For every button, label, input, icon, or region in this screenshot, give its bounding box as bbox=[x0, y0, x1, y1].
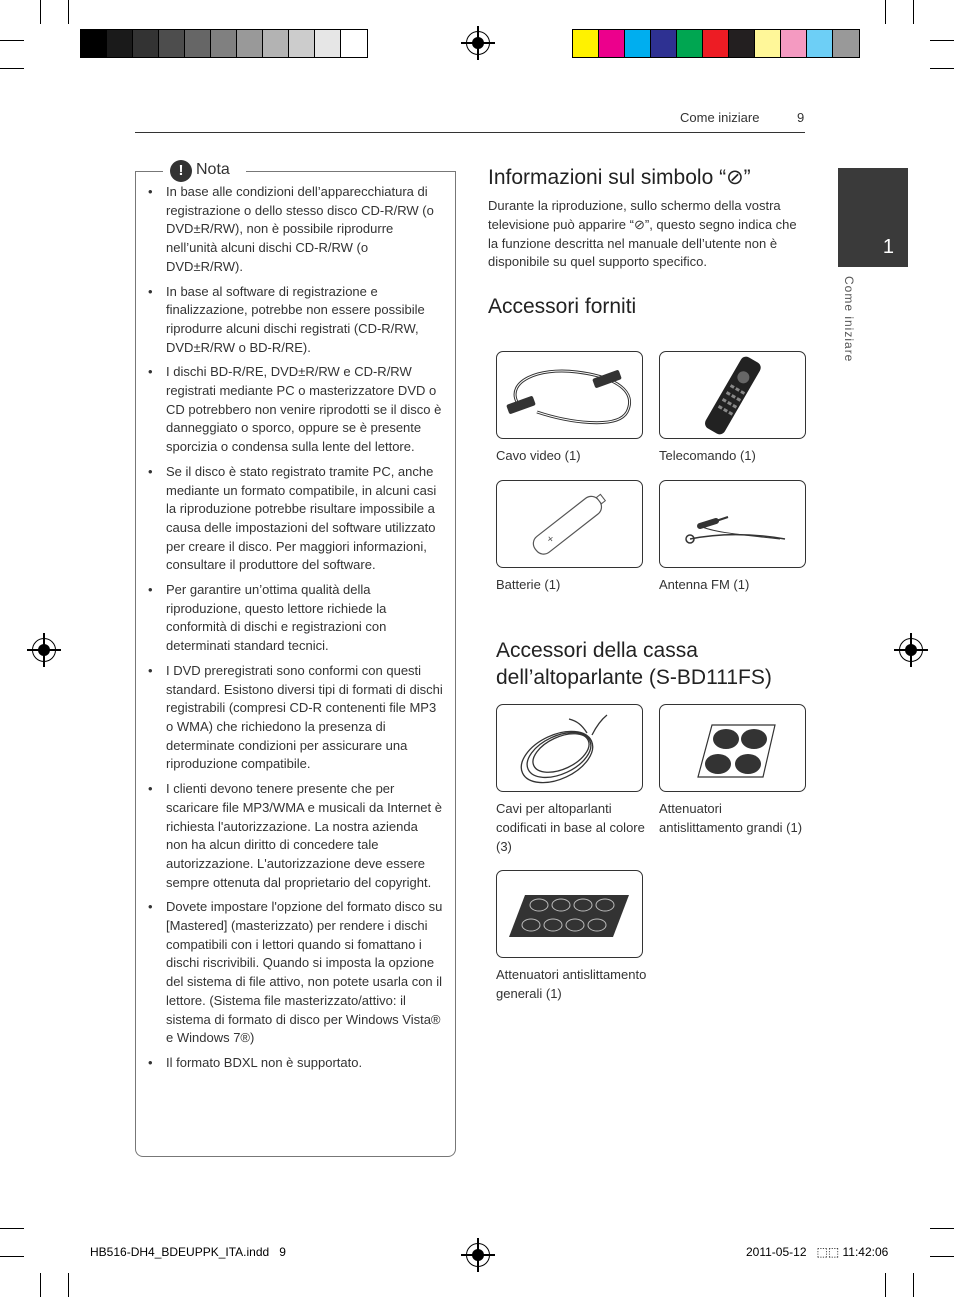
page-number: 9 bbox=[797, 110, 805, 125]
chapter-number: 1 bbox=[882, 236, 894, 258]
battery-icon bbox=[497, 481, 642, 567]
crop-mark bbox=[913, 1273, 914, 1297]
color-swatch bbox=[703, 30, 729, 57]
registration-mark-icon bbox=[466, 1243, 490, 1267]
gray-calibration-bar bbox=[80, 29, 368, 58]
footer-filename: HB516-DH4_BDEUPPK_ITA.indd 9 bbox=[90, 1245, 286, 1259]
caption-batteries: Batterie (1) bbox=[496, 577, 561, 592]
crop-mark bbox=[0, 1256, 24, 1257]
color-swatch bbox=[755, 30, 781, 57]
crop-mark bbox=[930, 40, 954, 41]
large-pads-image bbox=[659, 704, 806, 792]
list-item: • In base al software di registrazione e finalizzazione, potrebbe non essere possibile riprodurre alcuni dischi registrati (CD-R/RW, DVD±R/RW o BD-R/RE). bbox=[148, 283, 443, 358]
list-item: • Se il disco è stato registrato tramite PC, anche mediante un formato compatibile, in alcuni casi la riproduzione potrebbe risultare impossibile a causa delle impostazioni del software utilizzato per creare il disco. Per maggiori informazioni, consultare il produttore del software. bbox=[148, 463, 443, 575]
svg-text:+: + bbox=[544, 532, 558, 547]
color-swatch bbox=[625, 30, 651, 57]
crop-mark bbox=[68, 0, 69, 24]
speaker-cables-image bbox=[496, 704, 643, 792]
gray-swatch bbox=[81, 30, 107, 57]
crop-mark bbox=[0, 1228, 24, 1229]
list-item: • I dischi BD-R/RE, DVD±R/RW e CD-R/RW registrati mediante PC o masterizzatore DVD o CD potrebbero non venire riprodotti se il disco è danneggiato o sporco, oppure se è presente sporcizia o condensa sulla lente del lettore. bbox=[148, 363, 443, 457]
color-calibration-bar bbox=[572, 29, 860, 58]
crop-mark bbox=[885, 1273, 886, 1297]
caption-large-pads: Attenuatori antislittamento grandi (1) bbox=[659, 801, 803, 835]
section-title-accessories: Accessori forniti bbox=[488, 295, 637, 318]
crop-mark bbox=[40, 1273, 41, 1297]
note-border bbox=[246, 171, 455, 172]
caption-fm-antenna: Antenna FM (1) bbox=[659, 577, 750, 592]
list-item: • I clienti devono tenere presente che per scaricare file MP3/WMA e musicali da Internet è richiesta l'autorizzazione. La nostra azienda non ha alcun diritto di concedere tale autorizzazione. L'autorizzazione deve essere sempre ottenuta dal proprietario del copyright. bbox=[148, 780, 443, 892]
list-item: • I DVD preregistrati sono conformi con questi standard. Esistono diversi tipi di formati di dischi registrabili (compresi CD-R contenenti file MP3 o WMA) che richiedono la presenza di determinate condizioni per assicurare una riproduzione compatibile. bbox=[148, 662, 443, 774]
crop-mark bbox=[68, 1273, 69, 1297]
video-cable-icon bbox=[497, 352, 642, 438]
color-swatch bbox=[833, 30, 859, 57]
gray-swatch bbox=[107, 30, 133, 57]
fm-antenna-image bbox=[659, 480, 806, 568]
batteries-image bbox=[496, 480, 643, 568]
exclamation-icon: ! bbox=[170, 160, 192, 182]
chapter-tab bbox=[838, 168, 908, 267]
speaker-cable-icon bbox=[497, 705, 642, 791]
crop-mark bbox=[885, 0, 886, 24]
color-swatch bbox=[651, 30, 677, 57]
caption-video-cable: Cavo video (1) bbox=[496, 448, 581, 463]
video-cable-image bbox=[496, 351, 643, 439]
caption-general-pads: Attenuatori antislittamento generali (1) bbox=[496, 967, 647, 1001]
crop-mark bbox=[930, 1228, 954, 1229]
general-pads-icon bbox=[497, 871, 642, 957]
color-swatch bbox=[729, 30, 755, 57]
list-item: • Il formato BDXL non è supportato. bbox=[148, 1054, 443, 1073]
note-title: Nota bbox=[196, 161, 230, 178]
remote-control-icon bbox=[660, 352, 805, 438]
large-pads-icon bbox=[660, 705, 805, 791]
remote-control-image bbox=[659, 351, 806, 439]
general-pads-image bbox=[496, 870, 643, 958]
color-swatch bbox=[781, 30, 807, 57]
running-header: Come iniziare bbox=[680, 110, 760, 125]
fm-antenna-icon bbox=[660, 481, 805, 567]
section-title-speaker-accessories: Accessori della cassa dell’altoparlante (S-BD111FS) bbox=[496, 639, 772, 689]
footer-datetime: 2011-05-12 ⬚⬚ 11:42:06 bbox=[746, 1245, 889, 1259]
gray-swatch bbox=[263, 30, 289, 57]
crop-mark bbox=[0, 40, 24, 41]
gray-swatch bbox=[159, 30, 185, 57]
color-swatch bbox=[807, 30, 833, 57]
color-swatch bbox=[573, 30, 599, 57]
color-swatch bbox=[677, 30, 703, 57]
color-swatch bbox=[599, 30, 625, 57]
crop-mark bbox=[913, 0, 914, 24]
gray-swatch bbox=[237, 30, 263, 57]
gray-swatch bbox=[211, 30, 237, 57]
crop-mark bbox=[40, 0, 41, 24]
gray-swatch bbox=[289, 30, 315, 57]
crop-mark bbox=[930, 68, 954, 69]
chapter-label: Come iniziare bbox=[842, 276, 856, 363]
registration-mark-icon bbox=[466, 31, 490, 55]
note-list bbox=[148, 183, 443, 1079]
gray-swatch bbox=[133, 30, 159, 57]
symbol-description: Durante la riproduzione, sullo schermo della vostra televisione può apparire “⊘”, questo segno indica che la funzione descritta nel manuale dell’utente non è disponibile su quel supporto specifico. bbox=[488, 198, 797, 270]
gray-swatch bbox=[315, 30, 341, 57]
registration-mark-icon bbox=[32, 638, 56, 662]
header-divider bbox=[135, 132, 805, 133]
note-border bbox=[135, 171, 163, 172]
gray-swatch bbox=[341, 30, 367, 57]
crop-mark bbox=[0, 68, 24, 69]
gray-swatch bbox=[185, 30, 211, 57]
caption-speaker-cables: Cavi per altoparlanti codificati in base al colore (3) bbox=[496, 801, 645, 854]
list-item: • Dovete impostare l'opzione del formato disco su [Mastered] (masterizzato) per rendere i dischi compatibili con i lettori quando si fomattano i dischi riscrivibili. Quando si imposta la opzione del sistema di file attivo, non potete usarla con il lettore. (Sistema file masterizzato/attivo: il sistema di formato di disco per Windows Vista® e Windows 7®) bbox=[148, 898, 443, 1048]
crop-mark bbox=[930, 1256, 954, 1257]
list-item: • In base alle condizioni dell’apparecchiatura di registrazione o dello stesso disco CD-R/RW (o DVD±R/RW), non è possibile riprodurre nell’unità alcuni dischi CD-R/RW (o DVD±R/RW). bbox=[148, 183, 443, 277]
list-item: • Per garantire un’ottima qualità della riproduzione, questo lettore richiede la conformità di dischi e registrazioni con determinati standard tecnici. bbox=[148, 581, 443, 656]
registration-mark-icon bbox=[899, 638, 923, 662]
caption-remote-control: Telecomando (1) bbox=[659, 448, 756, 463]
section-title-symbol: Informazioni sul simbolo “⊘” bbox=[488, 166, 751, 189]
